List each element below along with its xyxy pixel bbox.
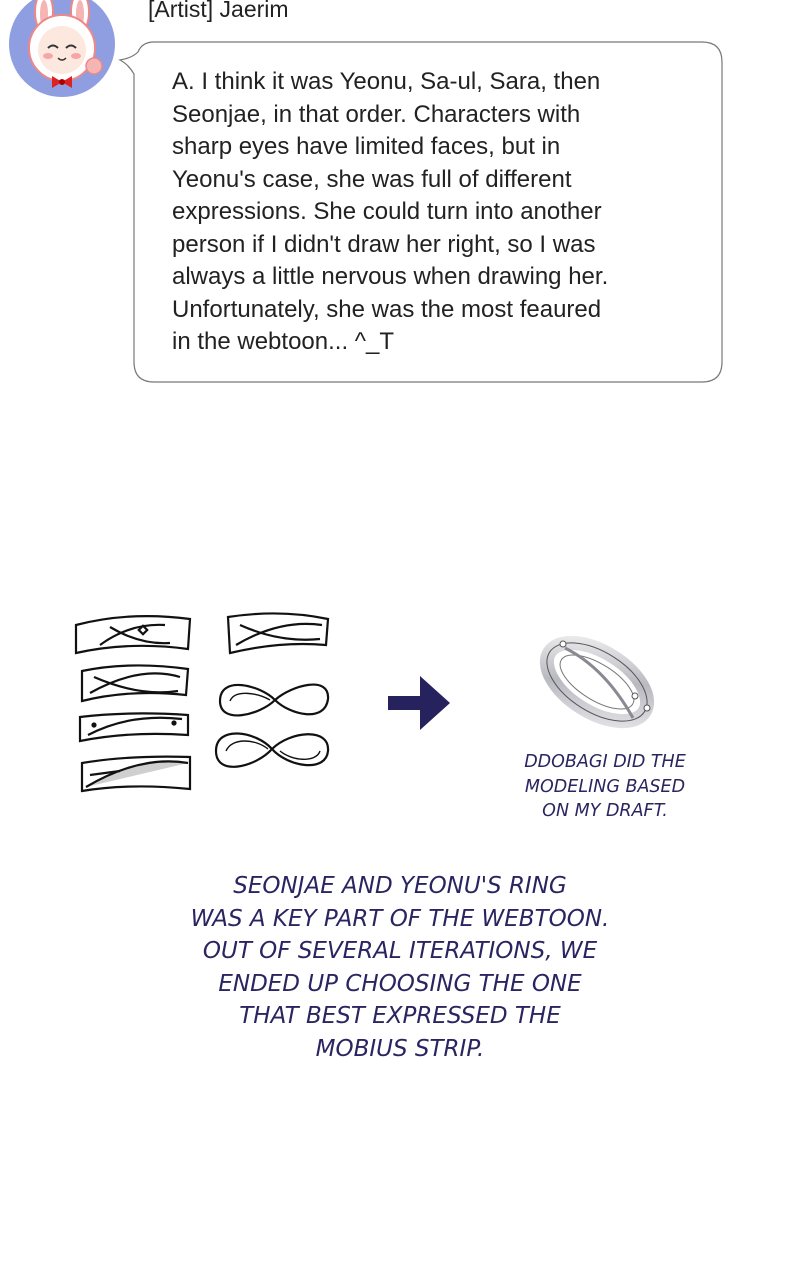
bubble-line: Seonjae, in that order. Characters with: [172, 100, 581, 128]
ring-sketch: [76, 616, 190, 653]
bubble-line: Unfortunately, she was the most feaured: [172, 295, 602, 323]
modeling-caption: [500, 750, 710, 824]
bubble-line: person if I didn't draw her right, so I was: [172, 230, 596, 258]
bubble-line: Yeonu's case, she was full of different: [172, 165, 572, 193]
bubble-line: in the webtoon... ^_T: [172, 328, 395, 355]
artist-name: [Artist] Jaerim: [148, 0, 289, 22]
arrow-right-icon: [384, 672, 454, 734]
ring-sketch-infinity: [220, 685, 328, 716]
artist-avatar: [8, 0, 116, 98]
ring-sketch: [82, 757, 190, 791]
ring-caption: [120, 870, 680, 1066]
caption-line: WAS A KEY PART OF THE WEBTOON.: [190, 905, 610, 932]
ring-sketch: [82, 665, 188, 701]
ring-sketches: [70, 605, 340, 805]
caption-line: DDOBAGI DID THE: [524, 752, 686, 772]
caption-line: ON MY DRAFT.: [542, 801, 668, 821]
bubble-line: A. I think it was Yeonu, Sa-ul, Sara, then: [172, 68, 601, 95]
bubble-text: [172, 66, 702, 359]
ring-sketch: [228, 613, 328, 653]
ring-sketch: [80, 713, 188, 741]
caption-line: MOBIUS STRIP.: [315, 1035, 485, 1062]
caption-line: SEONJAE AND YEONU'S RING: [233, 873, 567, 899]
bubble-line: expressions. She could turn into another: [172, 198, 602, 225]
ring-render: [535, 628, 665, 738]
bubble-line: sharp eyes have limited faces, but in: [172, 133, 561, 160]
caption-line: THAT BEST EXPRESSED THE: [239, 1003, 561, 1030]
bubble-line: always a little nervous when drawing her.: [172, 263, 609, 290]
ring-sketch-infinity: [216, 733, 328, 766]
caption-line: ENDED UP CHOOSING THE ONE: [218, 970, 582, 997]
caption-line: MODELING BASED: [524, 776, 686, 797]
caption-line: OUT OF SEVERAL ITERATIONS, WE: [202, 938, 598, 965]
